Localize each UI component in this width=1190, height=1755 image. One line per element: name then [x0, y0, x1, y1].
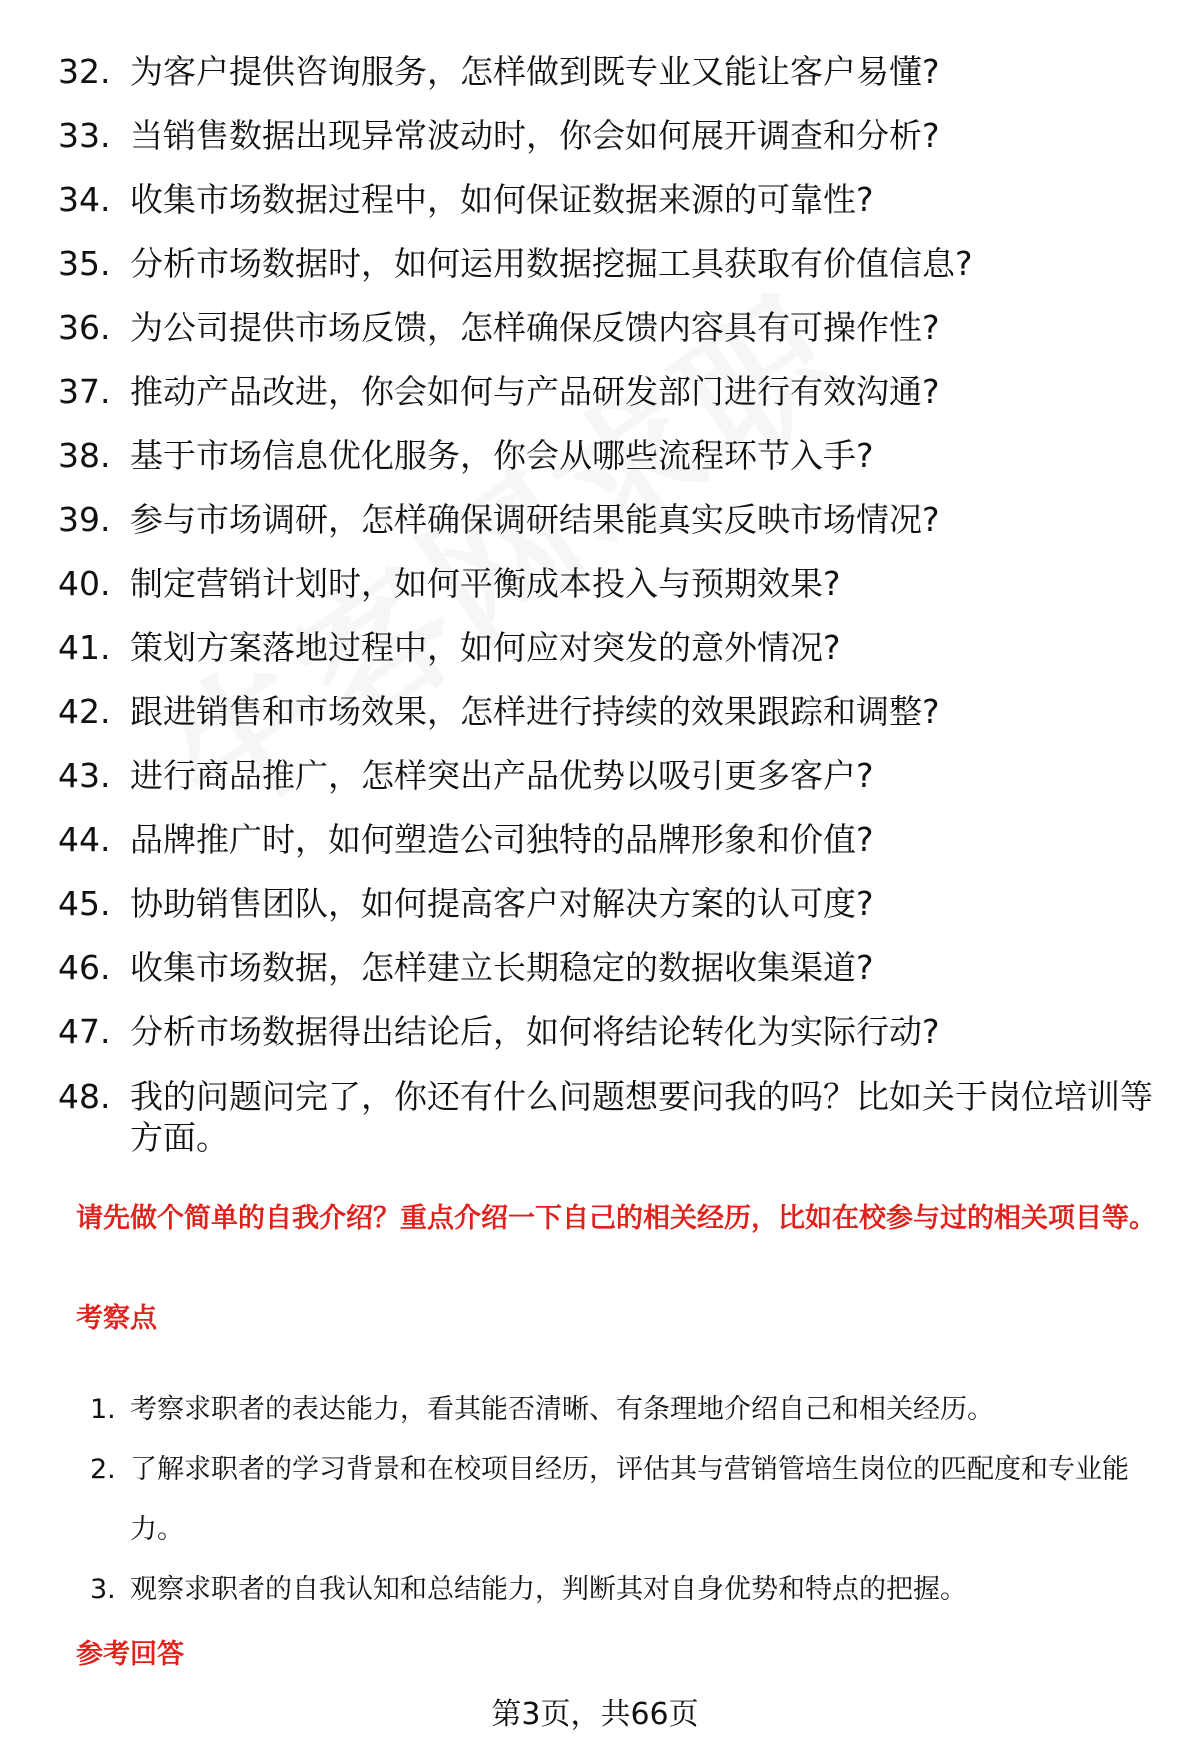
question-number: 42.	[58, 692, 111, 731]
question-text: 收集市场数据，怎样建立长期稳定的数据收集渠道?	[130, 948, 874, 987]
question-item	[58, 308, 1158, 372]
reference-heading: 参考回答	[76, 1639, 184, 1670]
question-number: 39.	[58, 500, 111, 539]
question-text: 基于市场信息优化服务，你会从哪些流程环节入手?	[130, 436, 874, 475]
question-number: 47.	[58, 1012, 111, 1051]
kaocha-heading: 考察点	[76, 1303, 157, 1334]
question-number: 32.	[58, 52, 111, 91]
question-item	[58, 948, 1158, 1012]
question-number: 43.	[58, 756, 111, 795]
point-number: 2.	[90, 1454, 116, 1485]
question-item	[58, 500, 1158, 564]
question-text: 当销售数据出现异常波动时，你会如何展开调查和分析?	[130, 116, 940, 155]
question-number: 48.	[58, 1077, 111, 1116]
question-number: 41.	[58, 628, 111, 667]
point-number: 3.	[90, 1574, 116, 1605]
question-text: 为客户提供咨询服务，怎样做到既专业又能让客户易懂?	[130, 52, 940, 91]
question-item	[58, 1012, 1158, 1076]
question-number: 34.	[58, 180, 111, 219]
question-text: 分析市场数据时，如何运用数据挖掘工具获取有价值信息?	[130, 244, 973, 283]
kaocha-point	[90, 1440, 1170, 1560]
question-text: 为公司提供市场反馈，怎样确保反馈内容具有可操作性?	[130, 308, 940, 347]
point-number: 1.	[90, 1394, 116, 1425]
question-item	[58, 756, 1158, 820]
question-number: 46.	[58, 948, 111, 987]
question-text: 品牌推广时，如何塑造公司独特的品牌形象和价值?	[130, 820, 874, 859]
question-number: 37.	[58, 372, 111, 411]
question-item	[58, 180, 1158, 244]
point-text: 考察求职者的表达能力，看其能否清晰、有条理地介绍自己和相关经历。	[130, 1394, 994, 1425]
question-number: 35.	[58, 244, 111, 283]
question-item	[58, 244, 1158, 308]
question-number: 33.	[58, 116, 111, 155]
question-number: 44.	[58, 820, 111, 859]
question-item	[58, 820, 1158, 884]
question-item	[58, 1076, 1158, 1172]
question-text: 进行商品推广，怎样突出产品优势以吸引更多客户?	[130, 756, 874, 795]
question-text: 分析市场数据得出结论后，如何将结论转化为实际行动?	[130, 1012, 940, 1051]
kaocha-point	[90, 1380, 1170, 1440]
point-text: 了解求职者的学习背景和在校项目经历，评估其与营销管培生岗位的匹配度和专业能力。	[130, 1454, 1129, 1545]
question-item	[58, 116, 1158, 180]
question-text: 我的问题问完了，你还有什么问题想要问我的吗？比如关于岗位培训等方面。	[130, 1077, 1153, 1157]
question-number: 36.	[58, 308, 111, 347]
question-item	[58, 884, 1158, 948]
kaocha-point-list	[90, 1380, 1170, 1620]
question-item	[58, 372, 1158, 436]
question-text: 策划方案落地过程中，如何应对突发的意外情况?	[130, 628, 841, 667]
question-text: 协助销售团队，如何提高客户对解决方案的认可度?	[130, 884, 874, 923]
question-item	[58, 628, 1158, 692]
question-text: 参与市场调研，怎样确保调研结果能真实反映市场情况?	[130, 500, 940, 539]
question-text: 推动产品改进，你会如何与产品研发部门进行有效沟通?	[130, 372, 940, 411]
question-list	[58, 52, 1158, 1172]
question-item	[58, 692, 1158, 756]
page-footer: 第3页，共66页	[491, 1697, 699, 1732]
question-text: 收集市场数据过程中，如何保证数据来源的可靠性?	[130, 180, 874, 219]
question-item	[58, 436, 1158, 500]
question-item	[58, 52, 1158, 116]
question-number: 40.	[58, 564, 111, 603]
question-number: 45.	[58, 884, 111, 923]
question-text: 制定营销计划时，如何平衡成本投入与预期效果?	[130, 564, 841, 603]
kaocha-point	[90, 1560, 1170, 1620]
question-number: 38.	[58, 436, 111, 475]
question-text: 跟进销售和市场效果，怎样进行持续的效果跟踪和调整?	[130, 692, 940, 731]
point-text: 观察求职者的自我认知和总结能力，判断其对自身优势和特点的把握。	[130, 1574, 967, 1605]
intro-question: 请先做个简单的自我介绍？重点介绍一下自己的相关经历，比如在校参与过的相关项目等。	[76, 1203, 1156, 1234]
question-item	[58, 564, 1158, 628]
